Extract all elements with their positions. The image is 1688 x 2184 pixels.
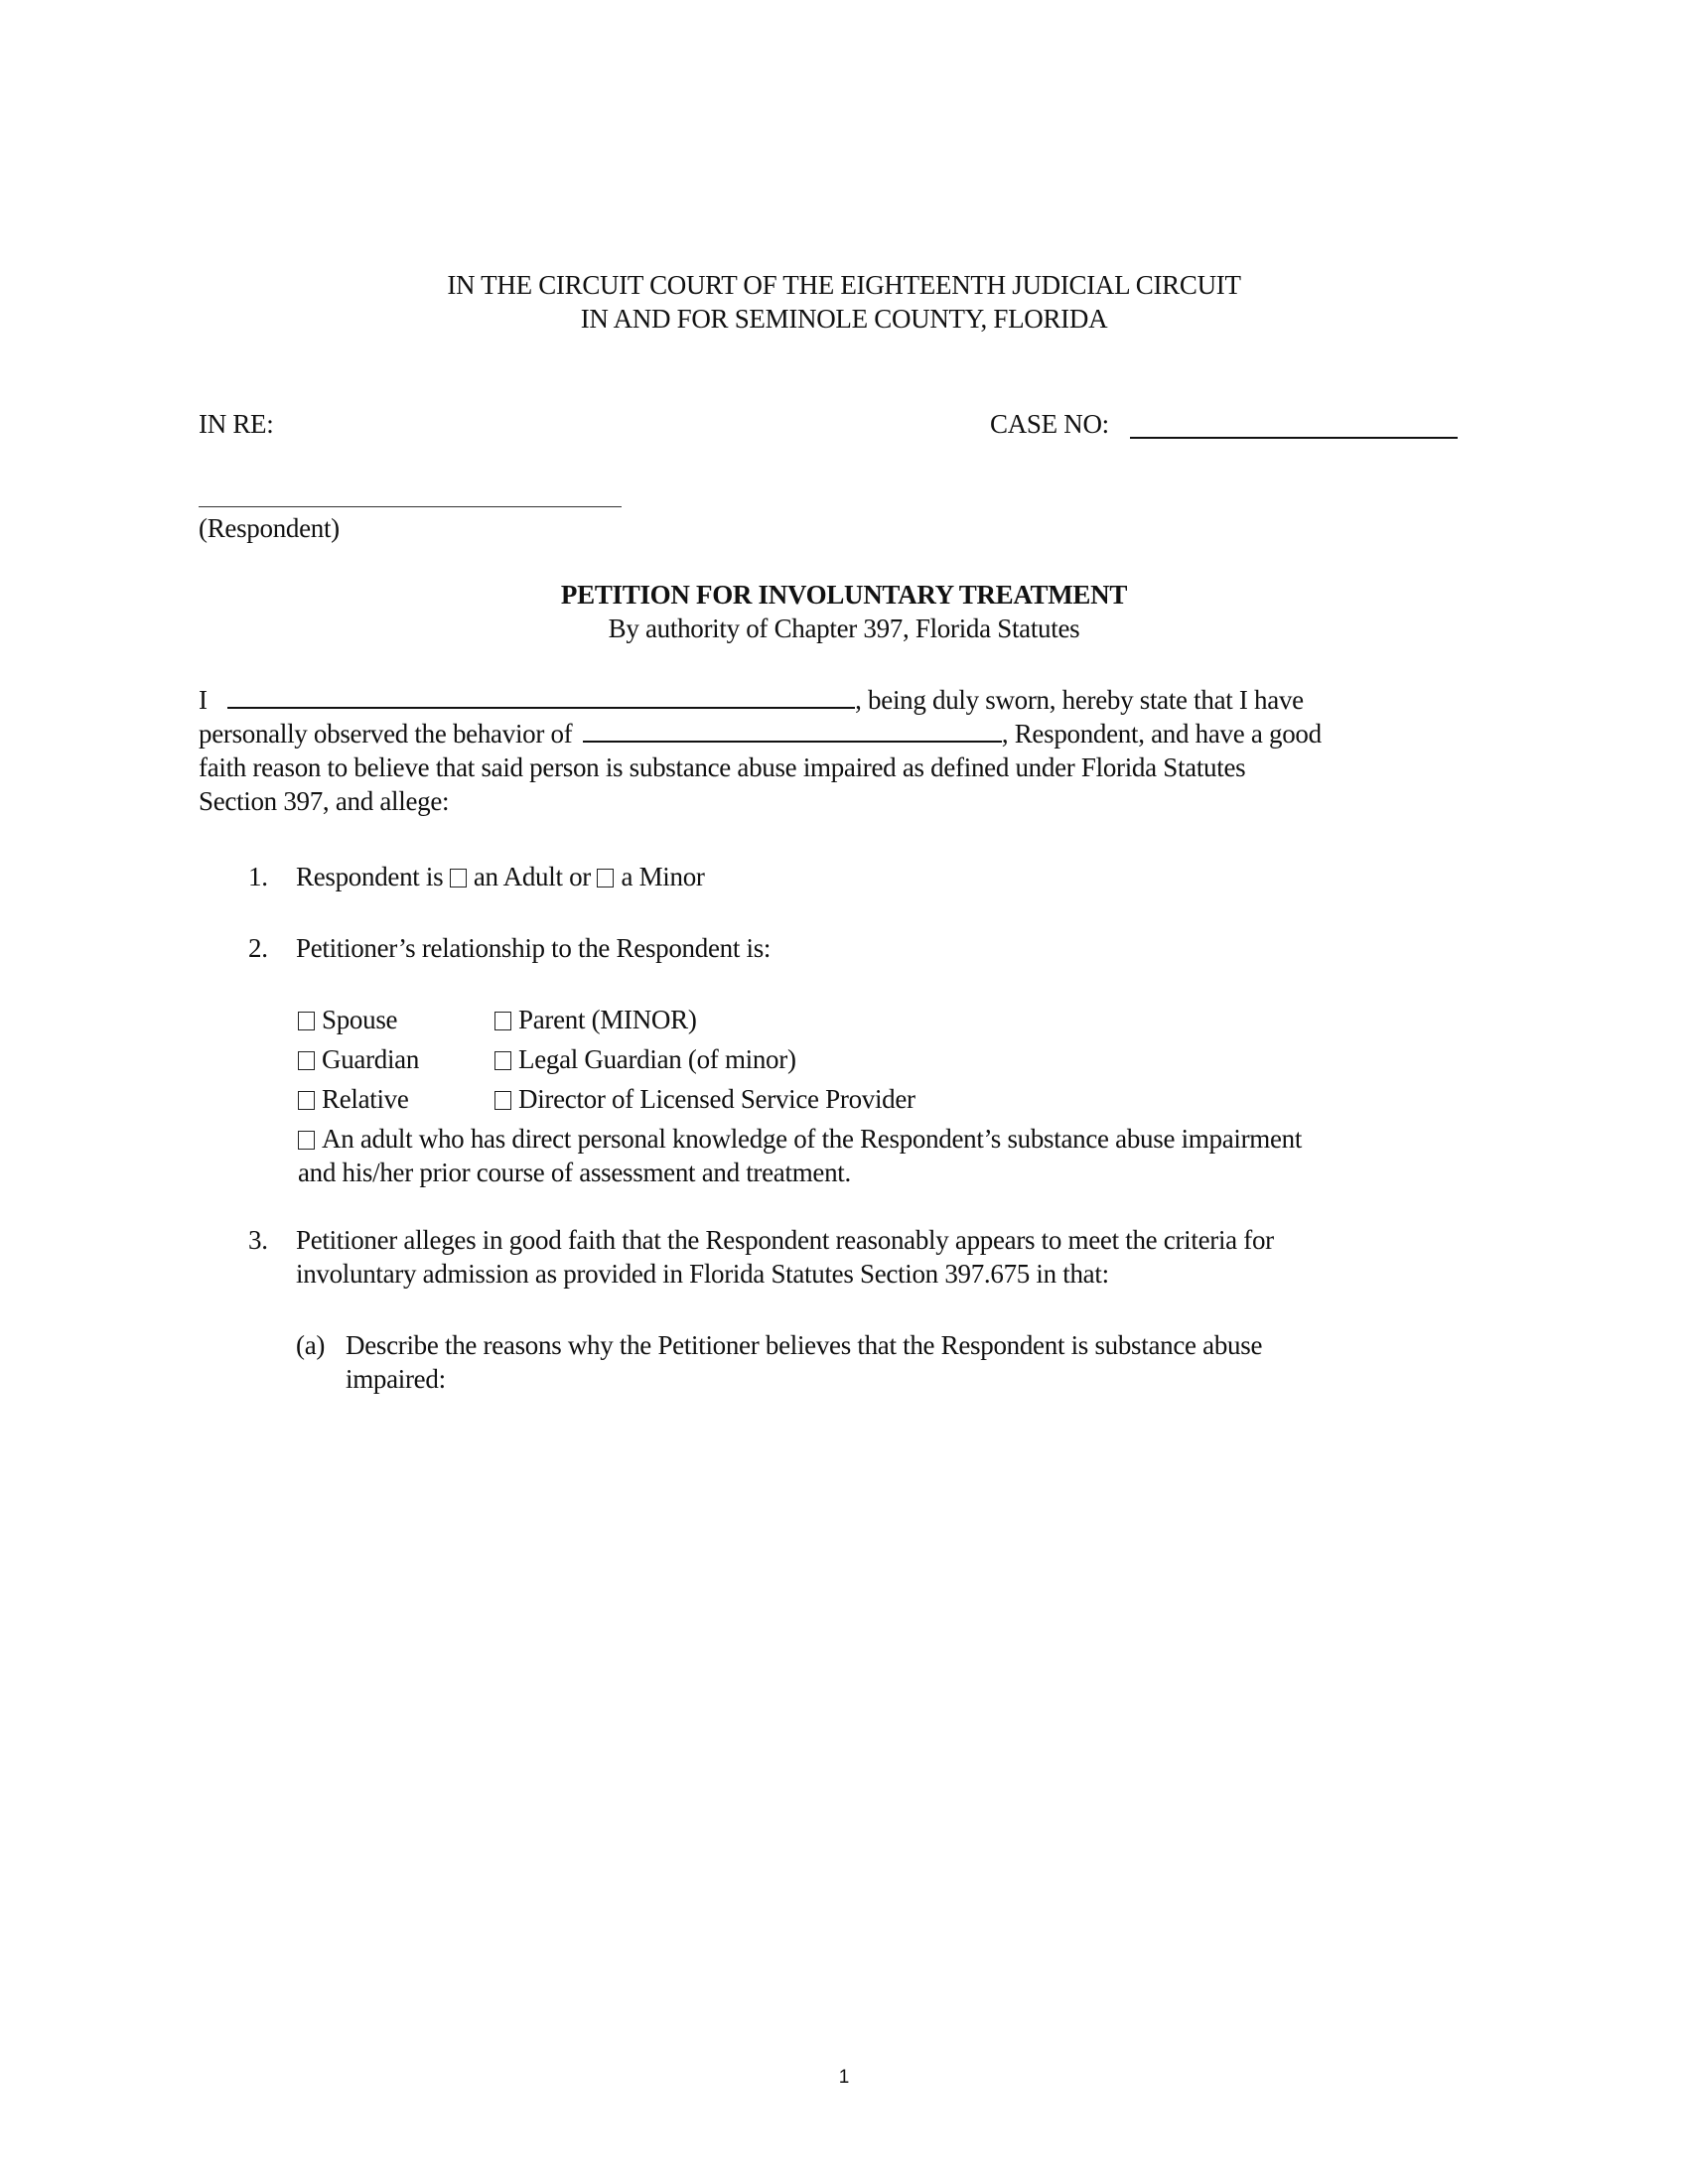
adult-knowledge-label-line1: An adult who has direct personal knowledge of the Respondent’s substance abuse impairment — [322, 1124, 1303, 1154]
item-3a-line2: impaired: — [346, 1364, 446, 1394]
court-heading-line2: IN AND FOR SEMINOLE COUNTY, FLORIDA — [580, 304, 1108, 334]
document-title: PETITION FOR INVOLUNTARY TREATMENT — [560, 580, 1128, 610]
item-2-number: 2. — [248, 933, 268, 963]
respondent-label: (Respondent) — [199, 513, 340, 543]
item-1-prefix: Respondent is — [296, 862, 444, 891]
item-3-line2: involuntary admission as provided in Florida Statutes Section 397.675 in that: — [296, 1259, 1109, 1289]
page-number: 1 — [838, 2067, 850, 2088]
legal-guardian-label: Legal Guardian (of minor) — [518, 1044, 796, 1074]
minor-option-label: a Minor — [621, 862, 705, 891]
petitioner-name-field[interactable] — [227, 685, 855, 709]
parent-minor-label: Parent (MINOR) — [518, 1005, 697, 1034]
relationship-option-director[interactable] — [494, 1082, 915, 1116]
document-subtitle: By authority of Chapter 397, Florida Statutes — [608, 614, 1080, 643]
item-3-line1: Petitioner alleges in good faith that the Respondent reasonably appears to meet the criteria for — [296, 1225, 1274, 1255]
case-no-label: CASE NO: — [990, 409, 1109, 439]
intro-line-1 — [199, 683, 1304, 717]
relationship-option-parent-minor[interactable] — [494, 1003, 697, 1036]
adult-knowledge-checkbox[interactable] — [298, 1131, 315, 1150]
legal-guardian-checkbox[interactable] — [494, 1051, 511, 1070]
relationship-option-guardian[interactable] — [298, 1042, 419, 1076]
respondent-name-field[interactable] — [199, 477, 622, 507]
relationship-option-spouse[interactable] — [298, 1003, 397, 1036]
spouse-label: Spouse — [322, 1005, 398, 1034]
guardian-checkbox[interactable] — [298, 1051, 315, 1070]
intro-line-3: faith reason to believe that said person is substance abuse impaired as defined under Florida Statutes — [199, 752, 1246, 782]
item-1-respondent-age — [296, 860, 705, 893]
parent-minor-checkbox[interactable] — [494, 1012, 511, 1030]
relationship-option-relative[interactable] — [298, 1082, 409, 1116]
item-1-number: 1. — [248, 862, 268, 891]
adult-checkbox[interactable] — [450, 869, 467, 887]
court-heading-line1: IN THE CIRCUIT COURT OF THE EIGHTEENTH JUDICIAL CIRCUIT — [447, 270, 1241, 300]
spouse-checkbox[interactable] — [298, 1012, 315, 1030]
minor-checkbox[interactable] — [597, 869, 614, 887]
intro-line2-prefix: personally observed the behavior of — [199, 719, 573, 749]
item-3a-response-area[interactable] — [346, 1410, 1453, 2005]
adult-knowledge-label-line2: and his/her prior course of assessment and treatment. — [298, 1158, 851, 1187]
intro-line1-prefix: I — [199, 685, 208, 715]
item-2-text: Petitioner’s relationship to the Respondent is: — [296, 933, 772, 963]
item-3-number: 3. — [248, 1225, 268, 1255]
intro-line2-suffix: , Respondent, and have a good — [1001, 719, 1322, 749]
in-re-label: IN RE: — [199, 409, 274, 439]
item-3a-label: (a) — [296, 1330, 326, 1360]
relative-checkbox[interactable] — [298, 1091, 315, 1110]
intro-line-4: Section 397, and allege: — [199, 786, 450, 816]
director-label: Director of Licensed Service Provider — [518, 1084, 915, 1114]
observed-person-name-field[interactable] — [583, 719, 1002, 743]
intro-line-2 — [199, 717, 1322, 751]
relative-label: Relative — [322, 1084, 409, 1114]
case-no-field[interactable] — [1130, 407, 1458, 439]
item-3a-line1: Describe the reasons why the Petitioner believes that the Respondent is substance abuse — [346, 1330, 1263, 1360]
relationship-option-adult-knowledge[interactable] — [298, 1122, 1302, 1156]
guardian-label: Guardian — [322, 1044, 420, 1074]
director-checkbox[interactable] — [494, 1091, 511, 1110]
adult-option-label: an Adult or — [473, 862, 591, 891]
intro-line1-suffix: , being duly sworn, hereby state that I have — [855, 685, 1304, 715]
relationship-option-legal-guardian[interactable] — [494, 1042, 796, 1076]
